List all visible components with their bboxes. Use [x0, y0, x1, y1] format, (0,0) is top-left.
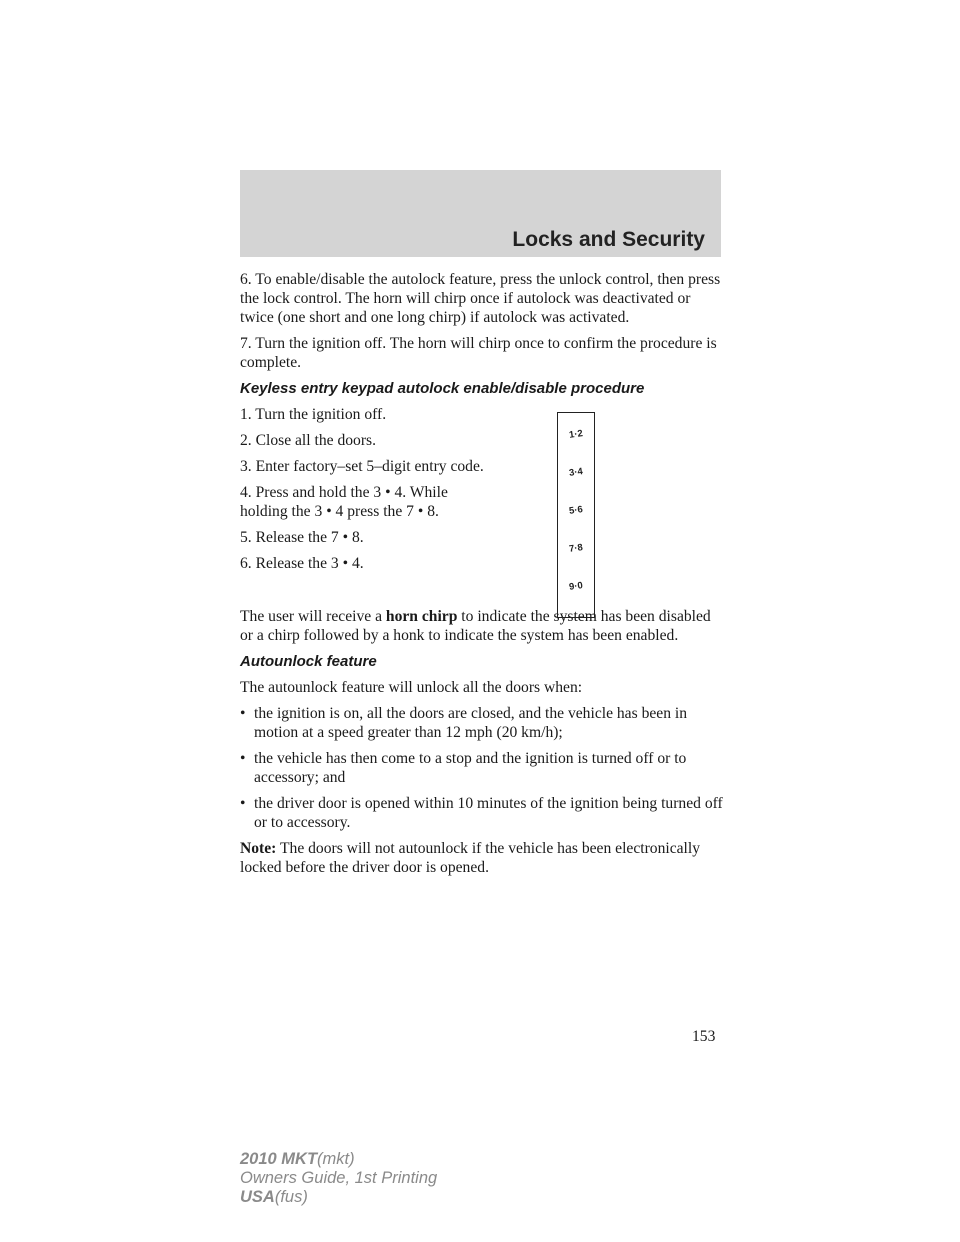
footer [240, 1150, 437, 1207]
result-bold-term: horn chirp [385, 608, 458, 625]
bullet-text: the driver door is opened within 10 minutes of the ignition being turned off or to accessory. [254, 795, 723, 831]
note-label: Note: [240, 840, 277, 857]
result-text: to indicate the system has been disabled or a chirp followed by a honk to indicate the system has been enabled. [240, 608, 711, 644]
result-text: The user will receive a [240, 608, 386, 625]
keypad-key-5-6: 5·6 [568, 504, 584, 517]
note-text: The doors will not autounlock if the vehicle has been electronically locked before the driver door is opened. [240, 840, 701, 876]
keypad-procedure-heading: Keyless entry keypad autolock enable/disable procedure [240, 380, 645, 397]
keypad-step: 5. Release the 7 • 8. [240, 529, 364, 546]
section-header-band [240, 170, 721, 257]
footer-line: Owners Guide, 1st Printing [240, 1169, 438, 1187]
footer-line [240, 1150, 437, 1169]
keypad-result-paragraph [240, 607, 724, 645]
autounlock-heading: Autounlock feature [240, 653, 377, 670]
bullet-item [240, 704, 724, 742]
keypad-step: 1. Turn the ignition off. [240, 406, 387, 423]
keypad-key-9-0: 9·0 [568, 580, 584, 593]
bullet-icon: • [240, 705, 246, 722]
footer-model-code: (mkt) [317, 1150, 355, 1168]
keypad-step: 4. Press and hold the 3 • 4. While holding the 3 • 4 press the 7 • 8. [240, 484, 448, 520]
bullet-item [240, 794, 724, 832]
keypad-step: 2. Close all the doors. [240, 432, 376, 449]
bullet-text: the vehicle has then come to a stop and the ignition is turned off or to accessory; and [254, 750, 687, 786]
step-7-paragraph: 7. Turn the ignition off. The horn will chirp once to confirm the procedure is complete. [240, 335, 717, 371]
bullet-item [240, 749, 724, 787]
keypad-illustration [557, 412, 595, 618]
bullet-icon: • [240, 795, 246, 812]
keypad-key-7-8: 7·8 [568, 542, 584, 555]
keypad-key-1-2: 1·2 [568, 428, 584, 441]
keypad-procedure-block [240, 405, 724, 593]
footer-line [240, 1188, 437, 1207]
footer-market-code: (fus) [274, 1188, 308, 1206]
keypad-step: 6. Release the 3 • 4. [240, 555, 364, 572]
keypad-step: 3. Enter factory–set 5–digit entry code. [240, 458, 484, 475]
autounlock-intro: The autounlock feature will unlock all the doors when: [240, 679, 583, 696]
section-title: Locks and Security [512, 228, 705, 251]
footer-market: USA [240, 1188, 275, 1206]
bullet-text: the ignition is on, all the doors are closed, and the vehicle has been in motion at a speed greater than 12 mph (20 km/h); [254, 705, 688, 741]
footer-model: 2010 MKT [240, 1150, 318, 1168]
bullet-icon: • [240, 750, 246, 767]
page-number: 153 [692, 1028, 716, 1045]
page-content [240, 270, 724, 884]
step-6-paragraph: 6. To enable/disable the autolock feature, press the unlock control, then press the lock control. The horn will chirp once if autolock was deactivated or twice (one short and one long chirp) if autolock was activated. [240, 271, 721, 326]
note-paragraph [240, 839, 724, 877]
keypad-steps-list [240, 405, 490, 573]
keypad-key-3-4: 3·4 [568, 466, 584, 479]
